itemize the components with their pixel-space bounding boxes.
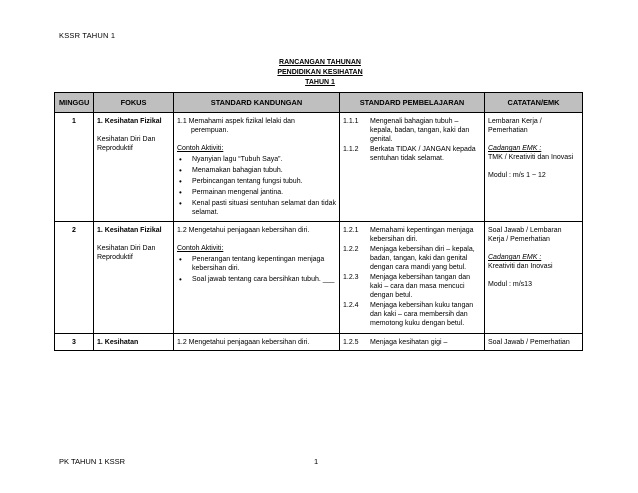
header-standard-kandungan: STANDARD KANDUNGAN (174, 93, 340, 113)
header-minggu: MINGGU (55, 93, 94, 113)
emk-value: TMK / Kreativiti dan Inovasi (488, 154, 574, 161)
sp-item (343, 338, 481, 347)
title-line-3: TAHUN 1 (305, 79, 335, 86)
sp-item (343, 273, 481, 300)
sp-code: 1.1.1 (343, 118, 359, 125)
list-item: • Menamakan bahagian tubuh. (177, 166, 336, 175)
modul-ref: Modul : m/s 1 ~ 12 (488, 172, 546, 179)
sp-text: Menjaga kebersihan kuku tangan dan kaki – cara membersih dan memotong kuku dengan betul. (370, 302, 474, 327)
emk-value: Kreativiti dan Inovasi (488, 263, 553, 270)
emk-label: Cadangan EMK : (488, 254, 542, 261)
sk-main: 1.1 Memahami aspek fizikal lelaki dan (177, 118, 295, 125)
sp-text: Menjaga kebersihan tangan dan kaki – cara dan masa mencuci dengan betul. (370, 274, 471, 299)
sp-text: Menjaga kebersihan diri – kepala, badan, tangan, kaki dan genital dengan cara mandi yang betul. (370, 246, 475, 271)
emk-label: Cadangan EMK : (488, 145, 542, 152)
table-row (55, 113, 583, 222)
sp-item (343, 117, 481, 144)
sk-main-continued: perempuan. (191, 127, 229, 134)
table-row (55, 222, 583, 334)
activity-label: Contoh Aktiviti: (177, 245, 224, 252)
header-standard-pembelajaran: STANDARD PEMBELAJARAN (340, 93, 485, 113)
catatan-cell (485, 334, 583, 351)
standard-pembelajaran-cell (340, 222, 485, 334)
title-line-2: PENDIDIKAN KESIHATAN (277, 69, 363, 76)
list-item: • Soal jawab tentang cara bersihkan tubuh. ___ (177, 275, 336, 284)
sp-code: 1.2.3 (343, 274, 359, 281)
standard-kandungan-cell (174, 113, 340, 222)
catatan-cell (485, 113, 583, 222)
minggu-cell: 1 (55, 113, 94, 222)
sp-code: 1.2.5 (343, 339, 359, 346)
sp-text: Mengenali bahagian tubuh – kepala, badan, tangan, kaki dan genital. (370, 118, 470, 143)
sp-code: 1.2.2 (343, 246, 359, 253)
minggu-cell: 3 (55, 334, 94, 351)
fokus-cell (94, 334, 174, 351)
fokus-title: 1. Kesihatan Fizikal (97, 227, 162, 234)
standard-pembelajaran-cell (340, 334, 485, 351)
minggu-cell: 2 (55, 222, 94, 334)
catatan-assessment: Soal Jawab / Pemerhatian (488, 339, 570, 346)
fokus-cell (94, 222, 174, 334)
sk-main: 1.2 Mengetahui penjagaan kebersihan diri. (177, 227, 310, 234)
sk-main: 1.2 Mengetahui penjagaan kebersihan diri. (177, 339, 310, 346)
sp-item (343, 145, 481, 163)
page-header: KSSR TAHUN 1 (59, 31, 116, 40)
fokus-title: 1. Kesihatan Fizikal (97, 118, 162, 125)
title-line-1: RANCANGAN TAHUNAN (279, 59, 361, 66)
header-fokus: FOKUS (94, 93, 174, 113)
sp-text: Menjaga kesihatan gigi – (370, 339, 448, 346)
list-item: • Penerangan tentang kepentingan menjaga kebersihan diri. (177, 255, 336, 273)
table-header-row (55, 93, 583, 113)
catatan-assessment: Soal Jawab / Lembaran Kerja / Pemerhatian (488, 227, 562, 243)
fokus-subtitle: Kesihatan Diri Dan Reproduktif (97, 136, 156, 152)
standard-kandungan-cell (174, 334, 340, 351)
yearly-plan-table (54, 92, 583, 351)
sp-code: 1.1.2 (343, 146, 359, 153)
sp-item (343, 301, 481, 328)
list-item: • Perbincangan tentang fungsi tubuh. (177, 177, 336, 186)
fokus-cell (94, 113, 174, 222)
sp-code: 1.2.4 (343, 302, 359, 309)
standard-kandungan-cell (174, 222, 340, 334)
fokus-title: 1. Kesihatan (97, 339, 139, 346)
document-title (200, 58, 440, 88)
header-catatan-emk: CATATAN/EMK (485, 93, 583, 113)
list-item: • Permainan mengenal jantina. (177, 188, 336, 197)
standard-pembelajaran-cell (340, 113, 485, 222)
page-footer: PK TAHUN 1 KSSR (59, 457, 125, 466)
sp-item (343, 245, 481, 272)
activity-list (177, 155, 336, 217)
table-row (55, 334, 583, 351)
sp-text: Berkata TIDAK / JANGAN kepada sentuhan tidak selamat. (370, 146, 476, 162)
list-item: • Nyanyian lagu “Tubuh Saya”. (177, 155, 336, 164)
fokus-subtitle: Kesihatan Diri Dan Reproduktif (97, 245, 156, 261)
page-number: 1 (314, 457, 319, 466)
sp-code: 1.2.1 (343, 227, 359, 234)
list-item: • Kenal pasti situasi sentuhan selamat dan tidak selamat. (177, 199, 336, 217)
catatan-assessment: Lembaran Kerja / Pemerhatian (488, 118, 542, 134)
modul-ref: Modul : m/s13 (488, 281, 532, 288)
activity-label: Contoh Aktiviti: (177, 145, 224, 152)
sp-text: Memahami kepentingan menjaga kebersihan diri. (370, 227, 474, 243)
catatan-cell (485, 222, 583, 334)
activity-list (177, 255, 336, 284)
sp-item (343, 226, 481, 244)
